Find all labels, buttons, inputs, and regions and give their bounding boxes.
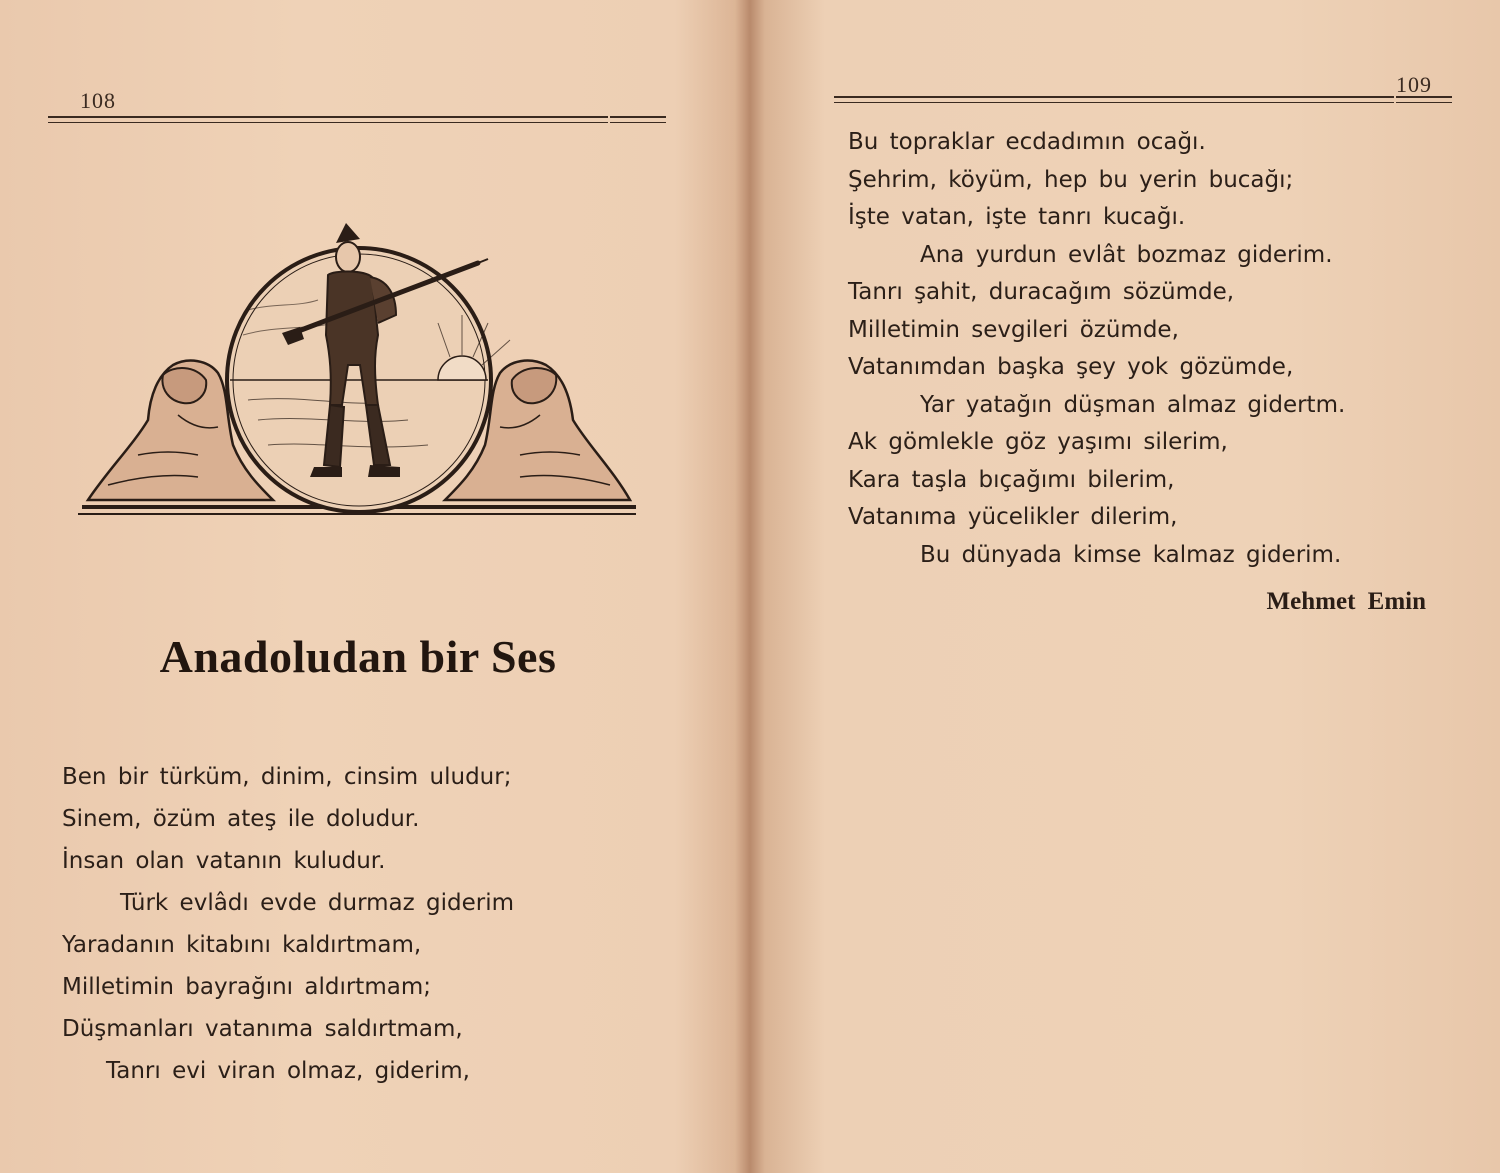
verse-line-refrain: Ana yurdun evlât bozmaz giderim.	[920, 241, 1333, 268]
verse-line-refrain: Yar yatağın düşman almaz gidertm.	[920, 391, 1346, 418]
header-rule-left-short	[610, 116, 666, 123]
verse-line: Milletimin sevgileri özümde,	[848, 316, 1179, 343]
verse-line: Sinem, özüm ateş ile doludur.	[62, 806, 420, 832]
page-number-left: 108	[80, 88, 116, 113]
verse-line: Yaradanın kitabını kaldırtmam,	[62, 932, 422, 958]
verse-line: Bu topraklar ecdadımın ocağı.	[848, 129, 1206, 155]
header-rule-right	[834, 96, 1394, 103]
verse-line: Kara taşla bıçağımı bilerim,	[848, 466, 1175, 493]
poem-title: Anadoludan bir Ses	[159, 631, 557, 682]
header-rule-right-short	[1396, 96, 1452, 103]
verse-line-refrain: Türk evlâdı evde durmaz giderim	[120, 890, 515, 916]
verse-line: Milletimin bayrağını aldırtmam;	[62, 974, 431, 1000]
soldier-lions-illustration	[78, 215, 640, 525]
verse-line: Vatanıma yücelikler dilerim,	[848, 504, 1178, 530]
page-number-right: 109	[1396, 72, 1432, 97]
verse-line: İnsan olan vatanın kuludur.	[62, 848, 386, 874]
poem-author: Mehmet Emin	[1266, 588, 1426, 615]
verse-line: Şehrim, köyüm, hep bu yerin bucağı;	[848, 166, 1294, 193]
verse-line: Tanrı şahit, duracağım sözümde,	[848, 279, 1235, 305]
left-page	[0, 0, 748, 1173]
verse-line-refrain: Tanrı evi viran olmaz, giderim,	[106, 1058, 470, 1084]
poem-verses-left	[62, 756, 514, 1092]
verse-line-refrain: Bu dünyada kimse kalmaz giderim.	[920, 541, 1342, 568]
verse-line: Ak gömlekle göz yaşımı silerim,	[848, 429, 1228, 455]
verse-line: Vatanımdan başka şey yok gözümde,	[848, 354, 1294, 380]
verse-line: Ben bir türküm, dinim, cinsim uludur;	[62, 764, 512, 790]
poem-verses-right	[848, 124, 1345, 574]
header-rule-left	[48, 116, 608, 123]
verse-line: Düşmanları vatanıma saldırtmam,	[62, 1016, 463, 1042]
verse-line: İşte vatan, işte tanrı kucağı.	[848, 204, 1186, 230]
right-page	[752, 0, 1500, 1173]
